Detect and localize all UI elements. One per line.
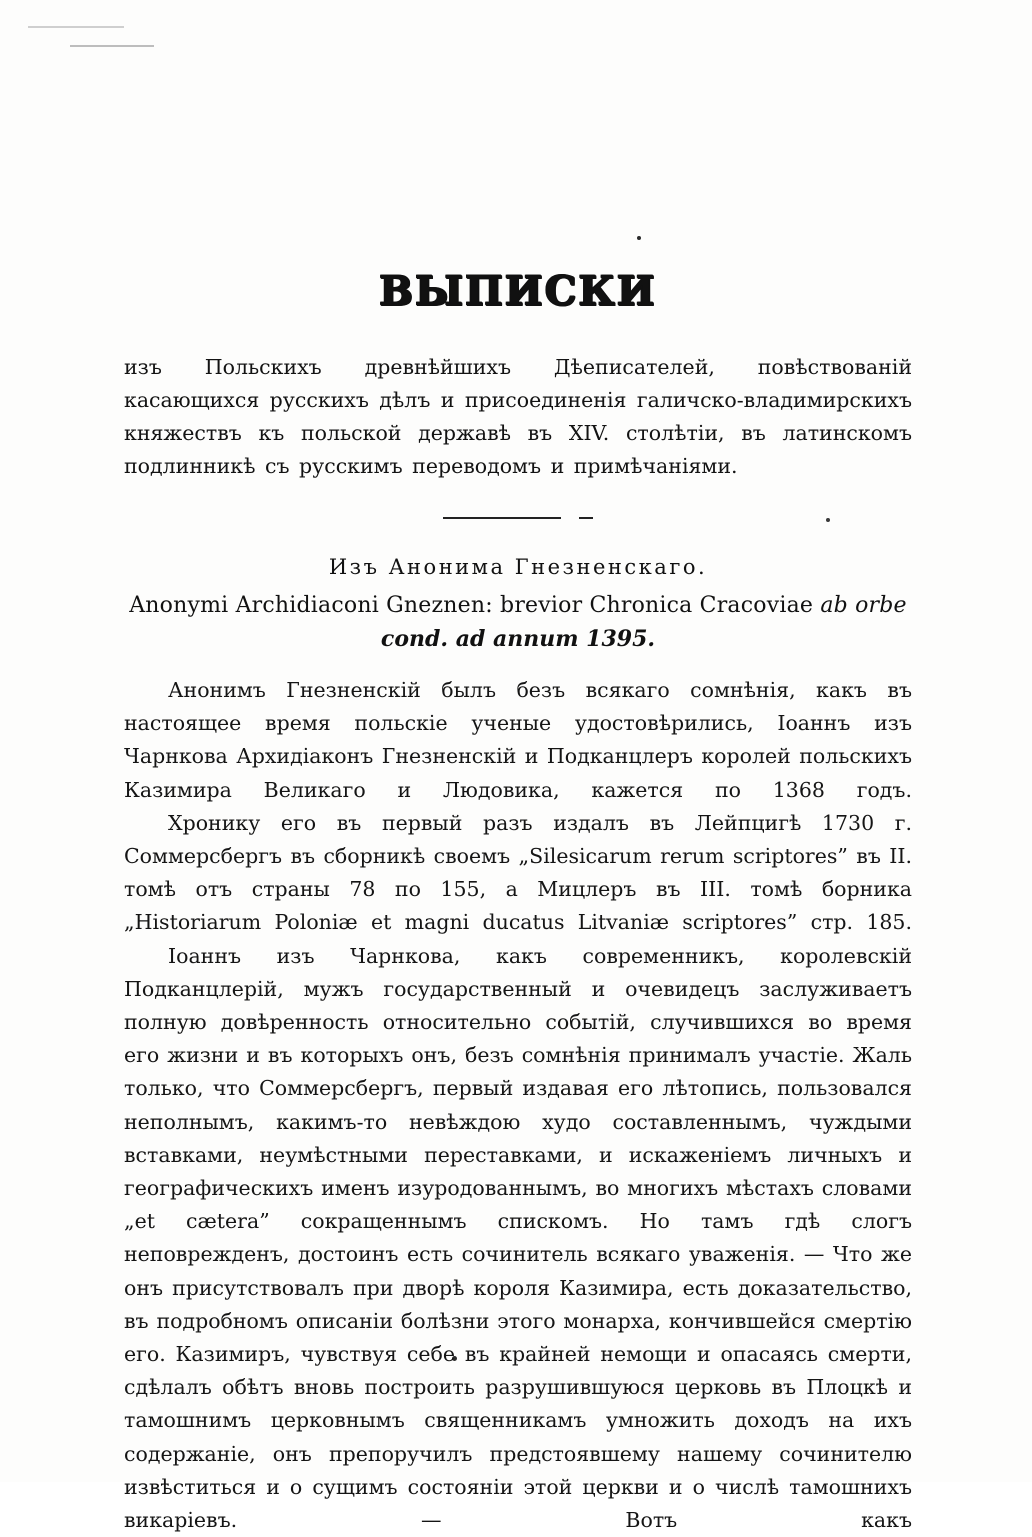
latin-title-line2: cond. ad annum 1395. bbox=[380, 626, 656, 652]
section-divider bbox=[124, 509, 912, 525]
paragraph: Анонимъ Гнезненскій былъ безъ всякаго сомнѣнія, какъ въ настоящее время польскіе ученые удостовѣрились, Іоаннъ изъ Чарнкова Архидіаконъ Гнезненскій и Подканцлеръ королей польскихъ Казимира Великаго и Людовика, кажется по 1368 годъ. bbox=[124, 678, 912, 802]
body-text bbox=[124, 674, 912, 1537]
divider-tick bbox=[579, 517, 593, 519]
section-heading: Изъ Анонима Гнезненскаго. bbox=[328, 555, 708, 579]
paragraph: Хронику его въ первый разъ издалъ въ Лейпцигѣ 1730 г. Соммерсбергъ въ сборникѣ своемъ „Silesicarum rerum scriptores” въ II. томѣ отъ страны 78 по 155, а Мицлеръ въ III. томѣ борника „Historiarum Poloniæ et magni ducatus Litvaniæ scriptores” стр. 185. bbox=[124, 810, 912, 935]
latin-title-roman: Anonymi Archidiaconi Gneznen: brevior Chronica Cracoviae bbox=[129, 593, 821, 618]
latin-title-italic: ab orbe bbox=[820, 593, 907, 618]
scan-speck bbox=[637, 236, 641, 240]
document-subtitle: изъ Польскихъ древнѣйшихъ Дѣеписателей, повѣствованій касающихся русскихъ дѣлъ и присоединенія галичско-владимирскихъ княжествъ къ польской державѣ въ XIV. столѣтіи, въ латинскомъ подлинникѣ съ русскимъ переводомъ и примѣчаніями. bbox=[124, 355, 912, 478]
scan-artifact-line bbox=[70, 45, 154, 47]
scan-artifact-line bbox=[28, 26, 124, 28]
page-title: ВЫПИСКИ bbox=[379, 268, 657, 315]
latin-title-line1 bbox=[124, 589, 912, 622]
page-content bbox=[124, 268, 912, 1537]
paragraph: Іоаннъ изъ Чарнкова, какъ современникъ, королевскій Подканцлерій, мужъ государственный и очевидецъ заслуживаетъ полную довѣренность относительно событій, случившихся во время его жизни и въ которыхъ онъ, безъ сомнѣнія принималъ участіе. Жаль только, что Соммерсбергъ, первый издавая его лѣтопись, пользовался неполнымъ, какимъ-то невѣждою худо составленнымъ, чуждыми вставками, неумѣстными переставками, и искаженіемъ личныхъ и географическихъ именъ изуродованнымъ, во многихъ мѣстахъ словами „et cætera” сокращеннымъ спискомъ. Но тамъ гдѣ слогъ неповрежденъ, достоинъ есть сочинитель всякаго уваженія. — Что же онъ присутствовалъ при дворѣ короля Казимира, есть доказательство, въ подробномъ описаніи болѣзни этого монарха, кончившейся смертію его. Казимиръ, чувствуя себе въ крайней немощи и опасаясь смерти, сдѣлалъ обѣтъ вновь построить разрушившуюся церковь въ Плоцкѣ и тамошнимъ церковнымъ священникамъ умножить доходъ на ихъ содержаніе, онъ препоручилъ предстоявшему нашему сочинителю извѣститься и о сущимъ состояніи этой церкви и о числѣ тамошнихъ викаріевъ. — Вотъ какъ bbox=[124, 943, 912, 1533]
divider-rule bbox=[443, 517, 561, 519]
